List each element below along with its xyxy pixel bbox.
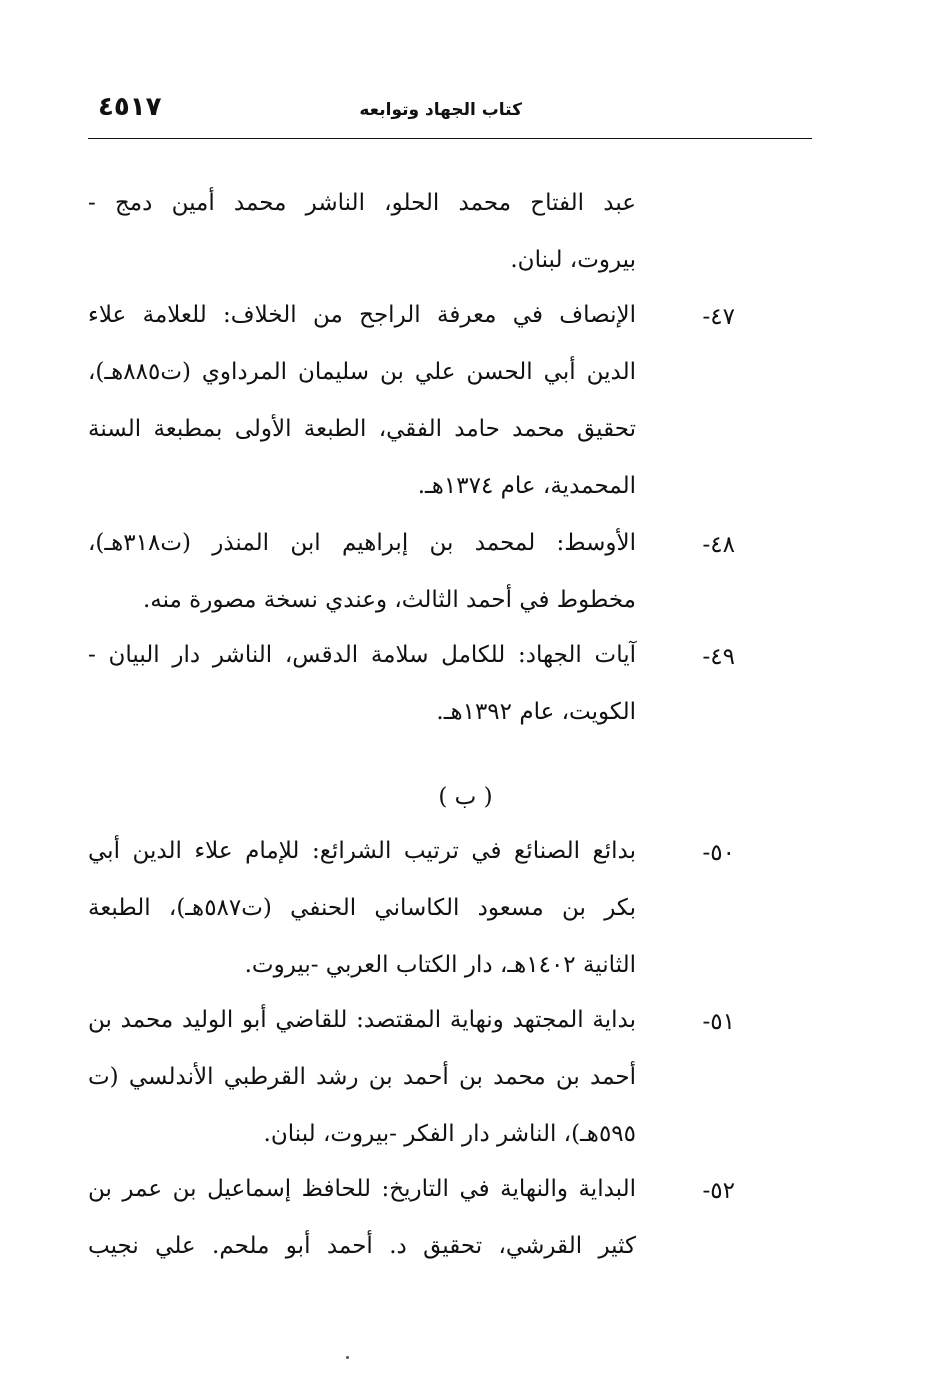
entry-number-47: ٤٧- [702,304,735,330]
entry-48-line-2: مخطوط في أحمد الثالث، وعندي نسخة مصورة منه. [142,587,636,613]
running-header [88,92,812,132]
entry-47-line-1: الإنصاف في معرفة الراجح من الخلاف: للعلامة علاء [88,302,636,328]
entry-number-50: ٥٠- [702,840,735,866]
entry-52-line-2: كثير القرشي، تحقيق د. أحمد أبو ملحم. علي نجيب [88,1233,636,1259]
entry-49-line-2: الكويت، عام ١٣٩٢هـ. [436,699,636,725]
entry-number-49: ٤٩- [702,644,735,670]
header-title: كتاب الجهاد وتوابعه [359,100,522,120]
entry-50-line-2: بكر بن مسعود الكاساني الحنفي (ت٥٨٧هـ)، الطبعة [88,895,636,921]
entry-51-line-1: بداية المجتهد ونهاية المقتصد: للقاضي أبو الوليد محمد بن [88,1007,636,1033]
entry-52-line-1: البداية والنهاية في التاريخ: للحافظ إسماعيل بن عمر بن [88,1176,636,1202]
entry-number-51: ٥١- [702,1009,735,1035]
entry-47-line-4: المحمدية، عام ١٣٧٤هـ. [417,473,636,499]
entry-51-line-3: ٥٩٥هـ)، الناشر دار الفكر -بيروت، لبنان. [263,1121,636,1147]
entry-number-52: ٥٢- [702,1178,735,1204]
entry-49-line-1: آيات الجهاد: للكامل سلامة الدقس، الناشر دار البيان - [88,642,636,668]
header-rule [88,138,812,139]
entry-50-line-3: الثانية ١٤٠٢هـ، دار الكتاب العربي -بيروت. [244,952,636,978]
entry-47-line-3: تحقيق محمد حامد الفقي، الطبعة الأولى بمطبعة السنة [88,416,636,442]
entry-51-line-2: أحمد بن محمد بن أحمد بن رشد القرطبي الأندلسي (ت [88,1064,636,1090]
entry-48-line-1: الأوسط: لمحمد بن إبراهيم ابن المنذر (ت٣١٨هـ)، [88,530,636,556]
section-heading: ( ب ) [438,784,493,810]
page-number: ٤٥١٧ [98,92,162,122]
continuation-line-1: عبد الفتاح محمد الحلو، الناشر محمد أمين دمج - [88,190,636,216]
scan-speck [346,1356,349,1359]
entry-47-line-2: الدين أبي الحسن علي بن سليمان المرداوي (ت٨٨٥هـ)، [88,359,636,385]
continuation-line-2: بيروت، لبنان. [510,247,636,273]
entry-50-line-1: بدائع الصنائع في ترتيب الشرائع: للإمام علاء الدين أبي [88,838,636,864]
entry-number-48: ٤٨- [702,532,735,558]
